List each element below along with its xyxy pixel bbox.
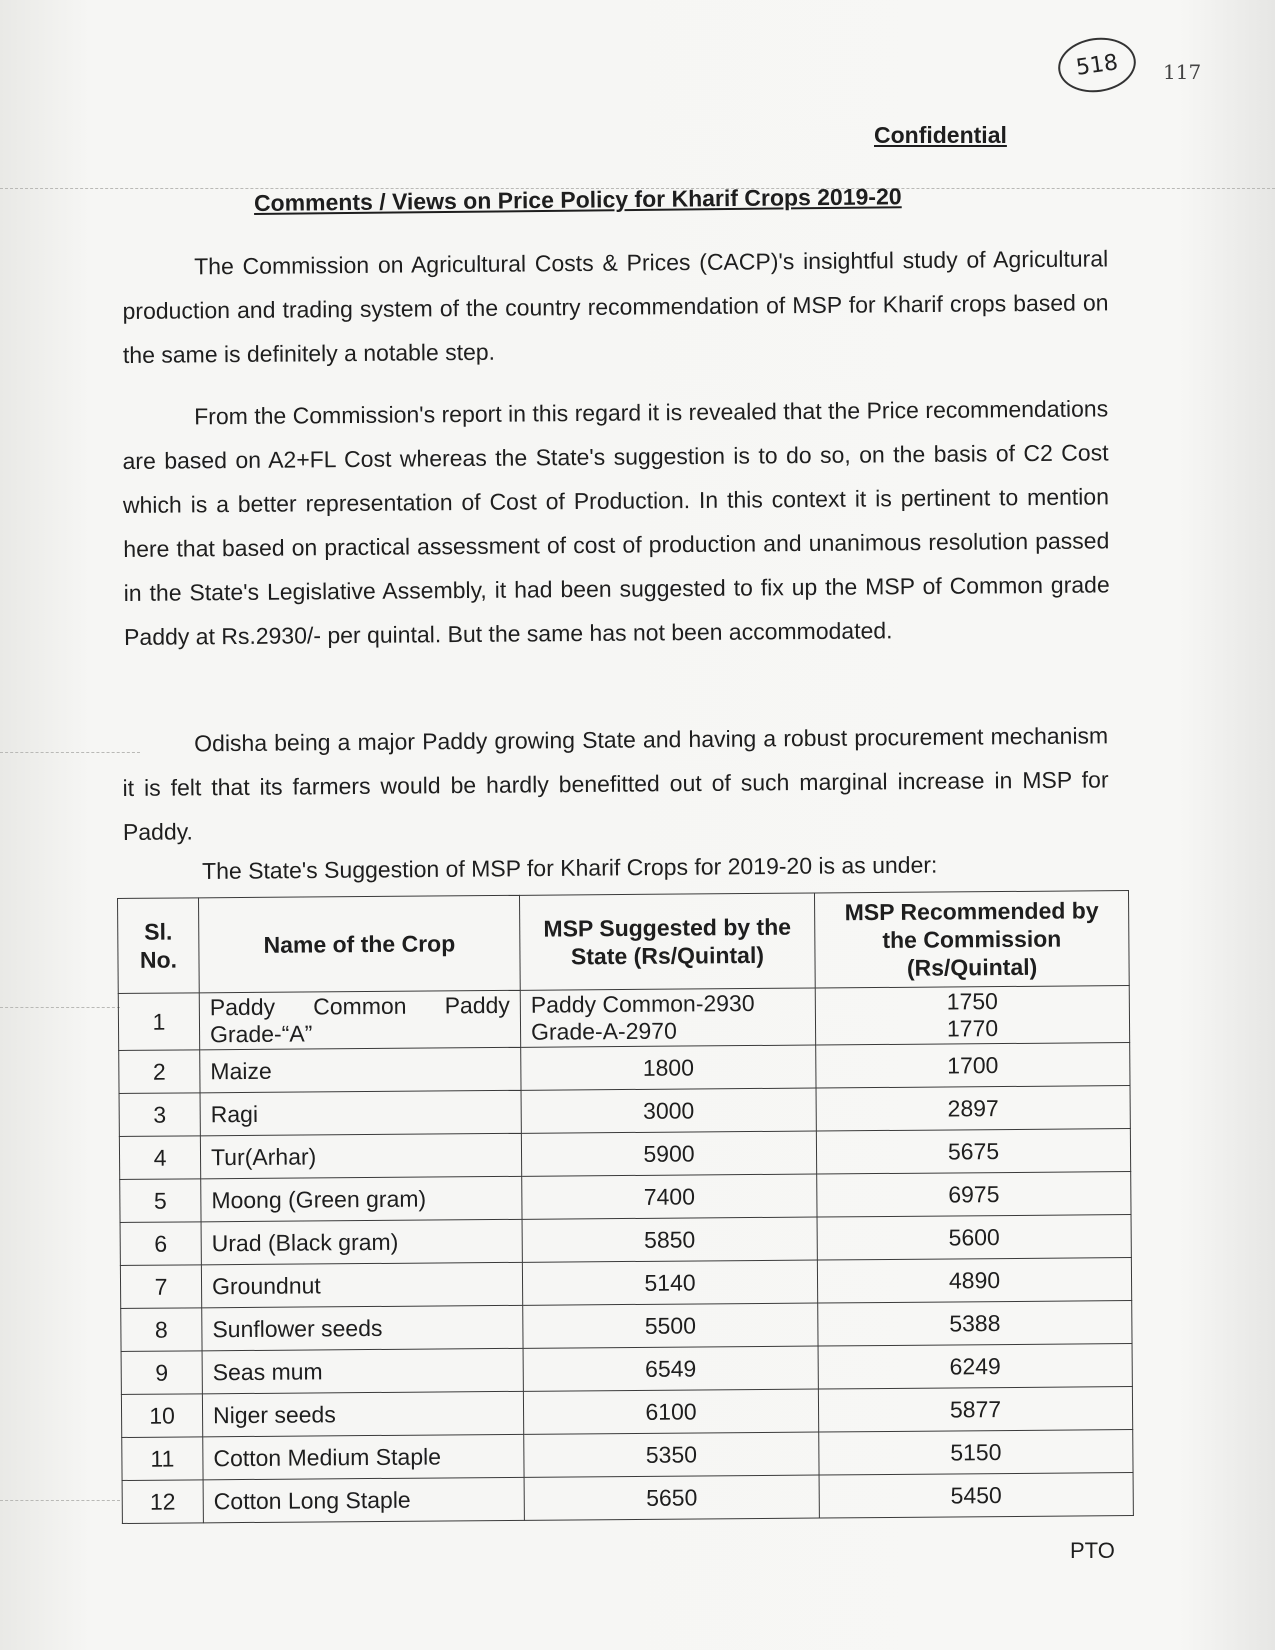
- cell-msp-commission: 4890: [817, 1258, 1131, 1303]
- msp-state-grade-a: Grade-A-2970: [530, 1017, 677, 1045]
- crop-name-text: Paddy Common Paddy Grade-“A”: [209, 991, 510, 1048]
- cell-msp-commission: 5675: [816, 1129, 1130, 1174]
- cell-msp-commission: 5388: [818, 1301, 1132, 1346]
- paragraph-odisha: Odisha being a major Paddy growing State and having a robust procurement mechanism it is felt that its farmers would be hardly benefitted out of such marginal increase in MSP for Paddy.: [122, 722, 1109, 845]
- cell-crop: Ragi: [200, 1090, 521, 1136]
- cell-msp-commission: 1700: [816, 1043, 1130, 1088]
- paragraph-intro: The Commission on Agricultural Costs & Prices (CACP)'s insightful study of Agricultural production and trading system of the country recommendation of MSP for Kharif crops based on the same is definitely a notable step.: [122, 245, 1109, 368]
- cell-msp-commission: 2897: [816, 1086, 1130, 1131]
- scan-artifact-line: [0, 752, 140, 753]
- msp-table: [117, 890, 1134, 1524]
- cell-msp-commission: 6975: [817, 1172, 1131, 1217]
- cell-msp-state: 1800: [521, 1045, 816, 1090]
- header-crop-name: Name of the Crop: [199, 895, 521, 993]
- cell-sl: 2: [119, 1050, 200, 1094]
- cell-sl: 12: [122, 1480, 203, 1524]
- cell-msp-commission: 6249: [818, 1344, 1132, 1389]
- cell-msp-commission: 5150: [819, 1430, 1133, 1475]
- cell-msp-commission: 5450: [819, 1473, 1133, 1518]
- cell-crop: Urad (Black gram): [201, 1219, 522, 1265]
- cell-sl: 3: [119, 1093, 200, 1137]
- corner-mark: 117: [1163, 60, 1202, 84]
- cell-msp-commission: 5600: [817, 1215, 1131, 1260]
- cell-sl: 1: [118, 993, 199, 1051]
- confidential-label: Confidential: [874, 122, 1007, 148]
- header-msp-state: MSP Suggested by the State (Rs/Quintal): [519, 893, 815, 990]
- cell-sl: 11: [122, 1437, 203, 1481]
- cell-crop: Niger seeds: [202, 1391, 523, 1437]
- cell-msp-state: 5140: [522, 1260, 817, 1305]
- page-number-stamp: [1055, 33, 1140, 97]
- scan-artifact-line: [0, 1500, 120, 1501]
- pto-label: PTO: [1070, 1538, 1115, 1563]
- page-number: 518: [1074, 49, 1120, 81]
- cell-msp-state: 5650: [524, 1475, 819, 1520]
- cell-msp-state: 5500: [523, 1303, 818, 1348]
- cell-msp-state: [520, 988, 815, 1047]
- cell-msp-state: 6100: [523, 1389, 818, 1434]
- cell-msp-commission: 5877: [818, 1387, 1132, 1432]
- cell-sl: 8: [121, 1308, 202, 1352]
- cell-msp-state: 5900: [521, 1131, 816, 1176]
- cell-crop: Sunflower seeds: [202, 1305, 523, 1351]
- msp-commission-common: 1750: [946, 988, 999, 1015]
- cell-crop: Maize: [200, 1047, 521, 1093]
- cell-sl: 4: [119, 1136, 200, 1180]
- table-row-paddy: [118, 986, 1129, 1051]
- cell-crop: Moong (Green gram): [201, 1176, 522, 1222]
- table-header-row: [118, 891, 1130, 994]
- paragraph-cost-basis: From the Commission's report in this regard it is revealed that the Price recommendations are based on A2+FL Cost whereas the State's suggestion is to do so, on the basis of C2 Cost which is a better representation of Cost of Production. In this context it is pertinent to mention here that based on practical assessment of cost of production and unanimous resolution passed in the State's Legislative Assembly, it had been suggested to fix up the MSP of Common grade Paddy at Rs.2930/- per quintal. But the same has not been accommodated.: [122, 395, 1110, 650]
- cell-crop: Cotton Long Staple: [203, 1477, 524, 1523]
- cell-sl: 10: [121, 1394, 202, 1438]
- document-title: Comments / Views on Price Policy for Kharif Crops 2019-20: [253, 183, 902, 216]
- table-intro: The State's Suggestion of MSP for Kharif Crops for 2019-20 is as under:: [202, 851, 938, 884]
- cell-msp-state: 6549: [523, 1346, 818, 1391]
- scan-artifact-line: [0, 1007, 120, 1008]
- cell-crop: Cotton Medium Staple: [203, 1434, 524, 1480]
- msp-state-common: Paddy Common-2930: [530, 989, 755, 1018]
- cell-msp-state: 5850: [522, 1217, 817, 1262]
- cell-msp-state: 3000: [521, 1088, 816, 1133]
- cell-crop: [199, 990, 520, 1050]
- table-row: [122, 1473, 1133, 1524]
- header-msp-commission: MSP Recommended by the Commission (Rs/Quintal): [814, 891, 1129, 988]
- cell-crop: Seas mum: [202, 1348, 523, 1394]
- cell-msp-state: 5350: [524, 1432, 819, 1477]
- cell-sl: 9: [121, 1351, 202, 1395]
- msp-table-wrapper: [117, 890, 1134, 1524]
- msp-commission-grade-a: 1770: [946, 1015, 999, 1042]
- cell-sl: 5: [120, 1179, 201, 1223]
- cell-sl: 6: [120, 1222, 201, 1266]
- header-sl-no: Sl. No.: [118, 898, 200, 994]
- cell-crop: Tur(Arhar): [200, 1133, 521, 1179]
- cell-msp-state: 7400: [522, 1174, 817, 1219]
- cell-crop: Groundnut: [201, 1262, 522, 1308]
- cell-sl: 7: [120, 1265, 201, 1309]
- cell-msp-commission: [815, 986, 1129, 1045]
